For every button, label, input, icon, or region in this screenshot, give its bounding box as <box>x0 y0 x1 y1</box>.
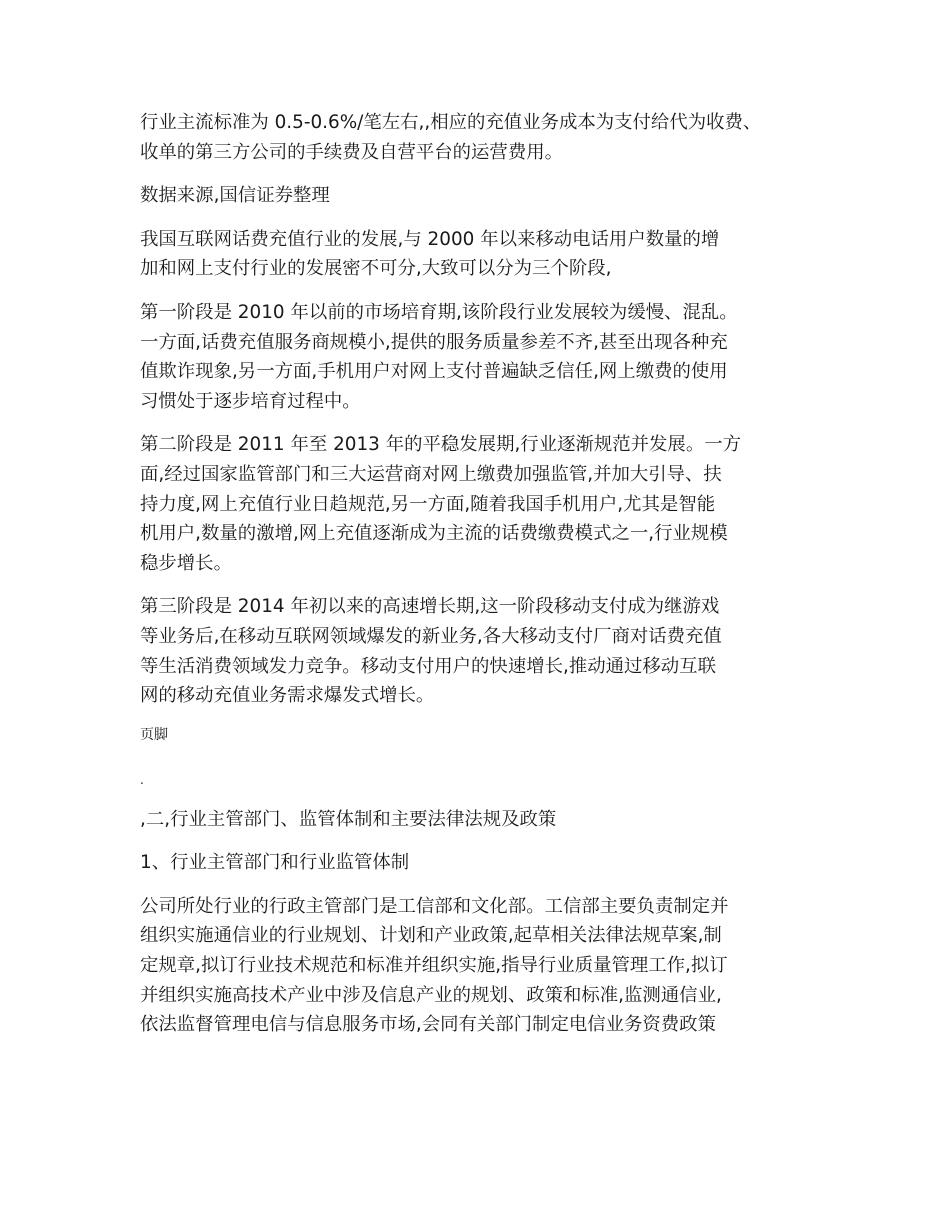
section-subheading <box>140 848 820 878</box>
text-line: 面,经过国家监管部门和三大运营商对网上缴费加强监管,并加大引导、扶 <box>140 463 722 485</box>
text-line: 等业务后,在移动互联网领域爆发的新业务,各大移动支付厂商对话费充值 <box>140 625 722 647</box>
paragraph-stage-one <box>140 298 820 416</box>
paragraph-regulators <box>140 892 820 1040</box>
text-line: 一方面,话费充值服务商规模小,提供的服务质量参差不齐,甚至出现各种充 <box>140 331 728 353</box>
text-line: 依法监督管理电信与信息服务市场,会同有关部门制定电信业务资费政策 <box>140 1014 716 1036</box>
text-line: 稳步增长。 <box>140 552 232 574</box>
text-line: 加和网上支付行业的发展密不可分,大致可以分为三个阶段, <box>140 258 612 280</box>
paragraph-fee-standard <box>140 108 820 167</box>
text-line: 公司所处行业的行政主管部门是工信部和文化部。工信部主要负责制定并 <box>140 895 729 917</box>
data-source-note <box>140 181 820 211</box>
text-line: 行业主流标准为 0.5-0.6%/笔左右,,相应的充值业务成本为支付给代为收费、 <box>140 112 762 133</box>
paragraph-stage-three <box>140 592 820 710</box>
text-line: 第二阶段是 2011 年至 2013 年的平稳发展期,行业逐渐规范并发展。一方 <box>140 434 741 456</box>
text-line: 值欺诈现象,另一方面,手机用户对网上支付普遍缺乏信任,网上缴费的使用 <box>140 361 728 383</box>
section-heading <box>140 805 820 835</box>
section-subheading-text: 1、行业主管部门和行业监管体制 <box>140 852 410 874</box>
text-line: 习惯处于逐步培育过程中。 <box>140 390 361 412</box>
text-line: 持力度,网上充值行业日趋规范,另一方面,随着我国手机用户,尤其是智能 <box>140 493 716 515</box>
text-line: 数据来源,国信证券整理 <box>140 185 330 207</box>
section-heading-text: ,二,行业主管部门、监管体制和主要法律法规及政策 <box>140 808 557 830</box>
text-line: 组织实施通信业的行业规划、计划和产业政策,起草相关法律法规草案,制 <box>140 925 722 947</box>
paragraph-industry-development <box>140 225 820 284</box>
text-line: 机用户,数量的激增,网上充值逐渐成为主流的话费缴费模式之一,行业规模 <box>140 523 728 545</box>
text-line: 收单的第三方公司的手续费及自营平台的运营费用。 <box>140 141 563 163</box>
text-line: 网的移动充值业务需求爆发式增长。 <box>140 685 435 707</box>
document-page <box>140 108 820 1054</box>
text-line: 并组织实施高技术产业中涉及信息产业的规划、政策和标准,监测通信业, <box>140 984 722 1006</box>
paragraph-stage-two <box>140 430 820 578</box>
footer-label: 页脚 <box>140 726 168 743</box>
text-line: 第三阶段是 2014 年初以来的高速增长期,这一阶段移动支付成为继游戏 <box>140 596 720 618</box>
text-line: 我国互联网话费充值行业的发展,与 2000 年以来移动电话用户数量的增 <box>140 228 720 250</box>
text-line: 等生活消费领域发力竞争。移动支付用户的快速增长,推动通过移动互联 <box>140 655 716 677</box>
footer-dot: . <box>140 772 144 787</box>
text-line: 定规章,拟订行业技术规范和标准并组织实施,指导行业质量管理工作,拟订 <box>140 955 728 977</box>
text-line: 第一阶段是 2010 年以前的市场培育期,该阶段行业发展较为缓慢、混乱。 <box>140 301 738 323</box>
